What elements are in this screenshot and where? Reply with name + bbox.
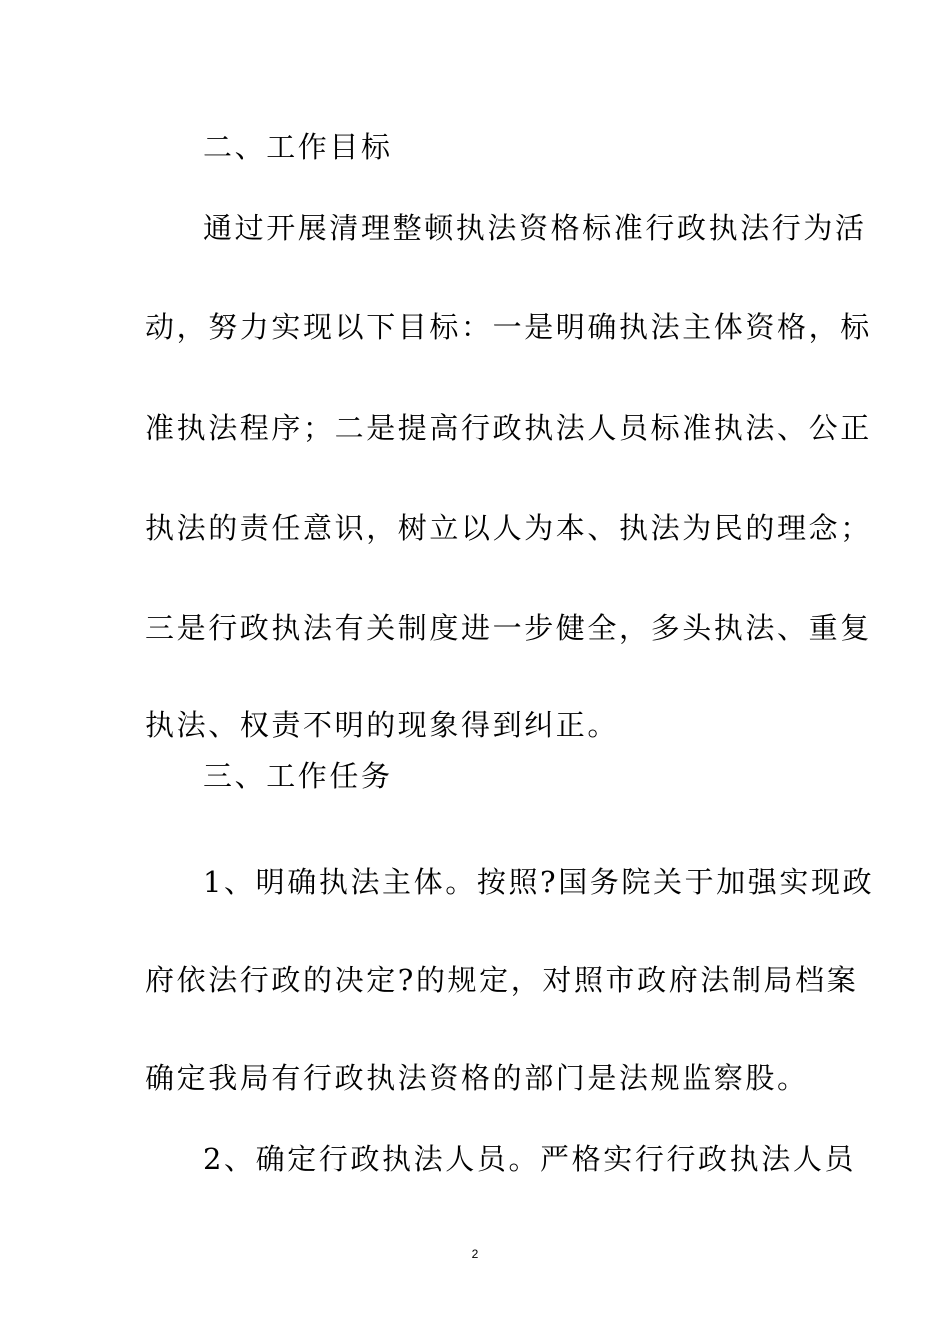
paragraph-line: 确定我局有行政执法资格的部门是法规监察股。 — [145, 1061, 809, 1095]
paragraph-line: 动，努力实现以下目标：一是明确执法主体资格，标 — [145, 310, 872, 344]
paragraph-line: 准执法程序；二是提高行政执法人员标准执法、公正 — [145, 411, 872, 445]
paragraph-line: 2、确定行政执法人员。严格实行行政执法人员 — [203, 1142, 857, 1176]
page-number: 2 — [471, 1247, 479, 1261]
paragraph-line: 1、明确执法主体。按照?国务院关于加强实现政 — [203, 865, 875, 899]
paragraph-line: 执法的责任意识，树立以人为本、执法为民的理念； — [145, 511, 872, 545]
paragraph-line: 三是行政执法有关制度进一步健全，多头执法、重复 — [145, 611, 872, 645]
section-heading-work-tasks: 三、工作任务 — [203, 759, 393, 793]
paragraph-line: 执法、权责不明的现象得到纠正。 — [145, 708, 620, 742]
paragraph-line: 通过开展清理整顿执法资格标准行政执法行为活 — [203, 211, 867, 245]
section-heading-work-goals: 二、工作目标 — [203, 130, 393, 164]
paragraph-line: 府依法行政的决定?的规定，对照市政府法制局档案 — [145, 963, 859, 997]
